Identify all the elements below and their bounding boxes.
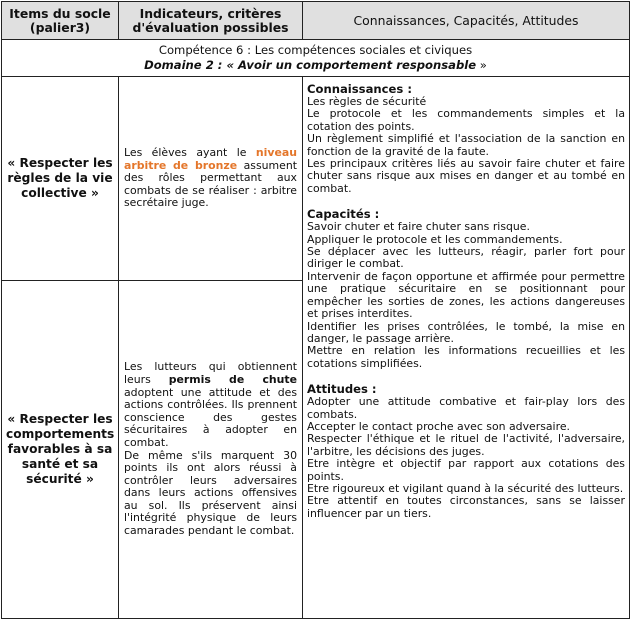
attitudes-line: Adopter une attitude combative et fair-play lors des combats. [307, 395, 625, 421]
capacites-line: Savoir chuter et faire chuter sans risque. [307, 220, 530, 234]
indicator-2-pre: Les lutteurs qui obtiennent leurs [124, 360, 297, 386]
capacites-line: Mettre en relation les informations recueillies et les cotations simplifiées. [307, 344, 625, 370]
indicator-1-pre: Les élèves ayant le [124, 146, 256, 160]
item-cell-2: « Respecter les comportements favorables à sa santé et sa sécurité » [2, 281, 119, 619]
knowledge-cell [303, 77, 630, 619]
attitudes-line: Accepter le contact proche avec son adversaire. [307, 419, 570, 433]
header-knowledge: Connaissances, Capacités, Attitudes [303, 2, 630, 40]
header-indicators: Indicateurs, critères d'évaluation possibles [119, 2, 303, 40]
competence-domain [2, 58, 629, 73]
header-items: Items du socle (palier3) [2, 2, 119, 40]
indicator-1-post: assument des rôles permettant aux combats de se réaliser : arbitre secrétaire juge. [124, 158, 297, 210]
competence-cell [2, 40, 630, 77]
indicator-cell-2 [119, 281, 303, 619]
attitudes-line: Respecter l'éthique et le rituel de l'activité, l'adversaire, l'arbitre, les décisions des juges. [307, 432, 625, 458]
attitudes-line: Etre rigoureux et vigilant quand à la sécurité des lutteurs. [307, 481, 624, 495]
domain-label: Domaine 2 : « Avoir un comportement responsable [144, 58, 477, 72]
connaissances-title: Connaissances : [307, 82, 412, 96]
connaissances-line: Les principaux critères liés au savoir faire chuter et faire chuter sans risque aux mises en danger et au tombé en combat. [307, 157, 625, 195]
item-cell-1: « Respecter les règles de la vie collective » [2, 77, 119, 281]
capacites-title: Capacités : [307, 207, 380, 222]
table-row [2, 77, 630, 281]
connaissances-line: Un règlement simplifié et l'association de la sanction en fonction de la gravité de la faute. [307, 132, 625, 158]
connaissances-line: Les règles de sécurité [307, 95, 427, 108]
socle-table [1, 1, 630, 619]
competence-title: Compétence 6 : Les compétences sociales et civiques [158, 43, 473, 57]
attitudes-title: Attitudes : [307, 382, 377, 397]
indicator-2-para1 [124, 361, 297, 449]
indicator-2-bold: permis de chute [168, 372, 297, 386]
capacites-line: Identifier les prises contrôlées, le tombé, la mise en danger, le passage arrière. [307, 319, 625, 345]
domain-close: » [476, 58, 487, 72]
header-row [2, 2, 630, 40]
connaissances-line: Le protocole et les commandements simples et la cotation des points. [307, 107, 625, 133]
capacites-line: Appliquer le protocole et les commandements. [307, 232, 563, 246]
capacites-line: Se déplacer avec les lutteurs, réagir, parler fort pour diriger le combat. [307, 245, 625, 271]
indicator-1-highlight: niveau arbitre de bronze [124, 146, 297, 172]
competence-row [2, 40, 630, 77]
attitudes-line: Etre intègre et objectif par rapport aux cotations des points. [307, 457, 625, 483]
attitudes-line: Etre attentif en toutes circonstances, sans se laisser influencer par un tiers. [307, 494, 625, 520]
indicator-2-post: adoptent une attitude et des actions contrôlées. Ils prennent conscience des gestes sécuritaires à adopter en combat. [124, 385, 297, 449]
indicator-2-para2: De même s'ils marquent 30 points ils ont alors réussi à contrôler leurs adversaires dans leurs actions offensives au sol. Ils préservent ainsi l'intégrité physique de leurs camarades pendant le combat. [124, 448, 297, 538]
capacites-line: Intervenir de façon opportune et affirmée pour permettre une pratique sécuritaire en se positionnant pour empêcher les sorties de zones, les actions dangereuses et prises interdites. [307, 269, 625, 321]
indicator-cell-1 [119, 77, 303, 281]
